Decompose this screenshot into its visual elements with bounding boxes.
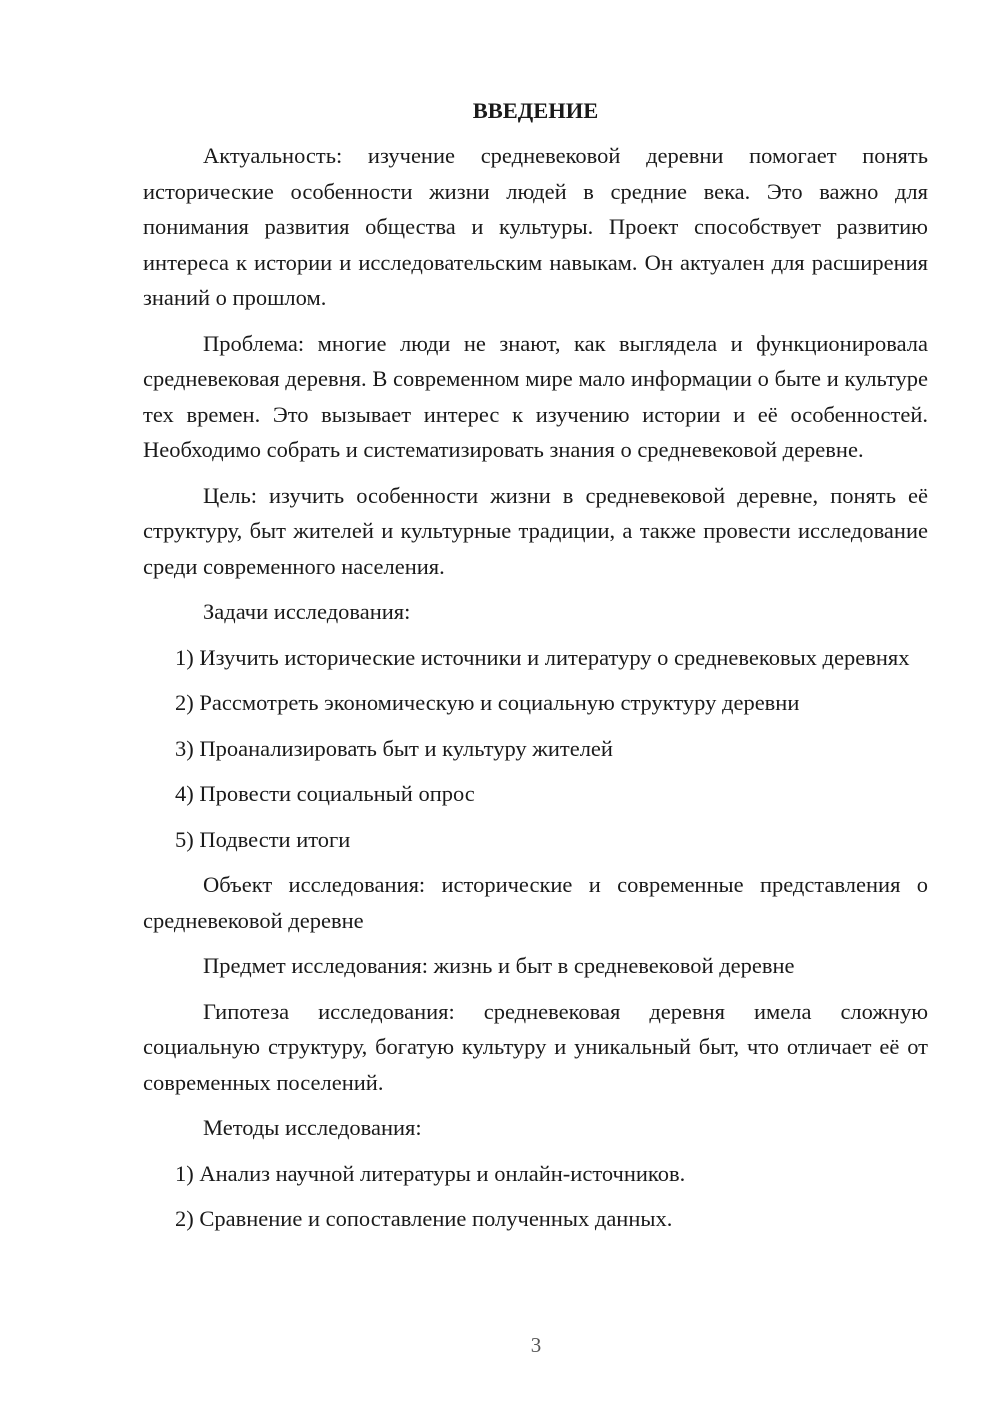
method-item-1: 1) Анализ научной литературы и онлайн-источников. [175,1160,686,1186]
page-number: 3 [530,1333,542,1357]
methods-title: Методы исследования: [203,1115,422,1140]
task-item-5: 5) Подвести итоги [175,826,351,852]
paragraph-goal: Цель: изучить особенности жизни в средневековой деревне, понять её структуру, быт жителей и культурные традиции, а также провести исследование среди современного населения. [143,482,928,579]
paragraph-relevance: Актуальность: изучение средневековой деревни помогает понять исторические особенности жизни людей в средние века. Это важно для понимания развития общества и культуры. Проект способствует развитию интереса к истории и исследовательским навыкам. Он актуален для расширения знаний о прошлом. [143,143,928,310]
task-item-1: 1) Изучить исторические источники и литературу о средневековых деревнях [175,644,910,670]
task-item-3: 3) Проанализировать быт и культуру жителей [175,735,613,761]
paragraph-subject: Предмет исследования: жизнь и быт в средневековой деревне [203,953,795,978]
paragraph-object: Объект исследования: исторические и современные представления о средневековой деревне [143,872,928,933]
document-body [143,96,928,1247]
paragraph-problem: Проблема: многие люди не знают, как выглядела и функционировала средневековая деревня. В современном мире мало информации о быте и культуре тех времен. Это вызывает интерес к изучению истории и её особенностей. Необходимо собрать и систематизировать знания о средневековой деревне. [143,330,928,462]
task-item-4: 4) Провести социальный опрос [175,781,475,806]
task-item-2: 2) Рассмотреть экономическую и социальную структуру деревни [175,690,800,715]
method-item-2: 2) Сравнение и сопоставление полученных данных. [175,1206,673,1231]
section-heading: ВВЕДЕНИЕ [472,98,599,123]
tasks-title: Задачи исследования: [203,599,411,624]
paragraph-hypothesis: Гипотеза исследования: средневековая деревня имела сложную социальную структуру, богатую культуру и уникальный быт, что отличает её от современных поселений. [143,998,928,1095]
